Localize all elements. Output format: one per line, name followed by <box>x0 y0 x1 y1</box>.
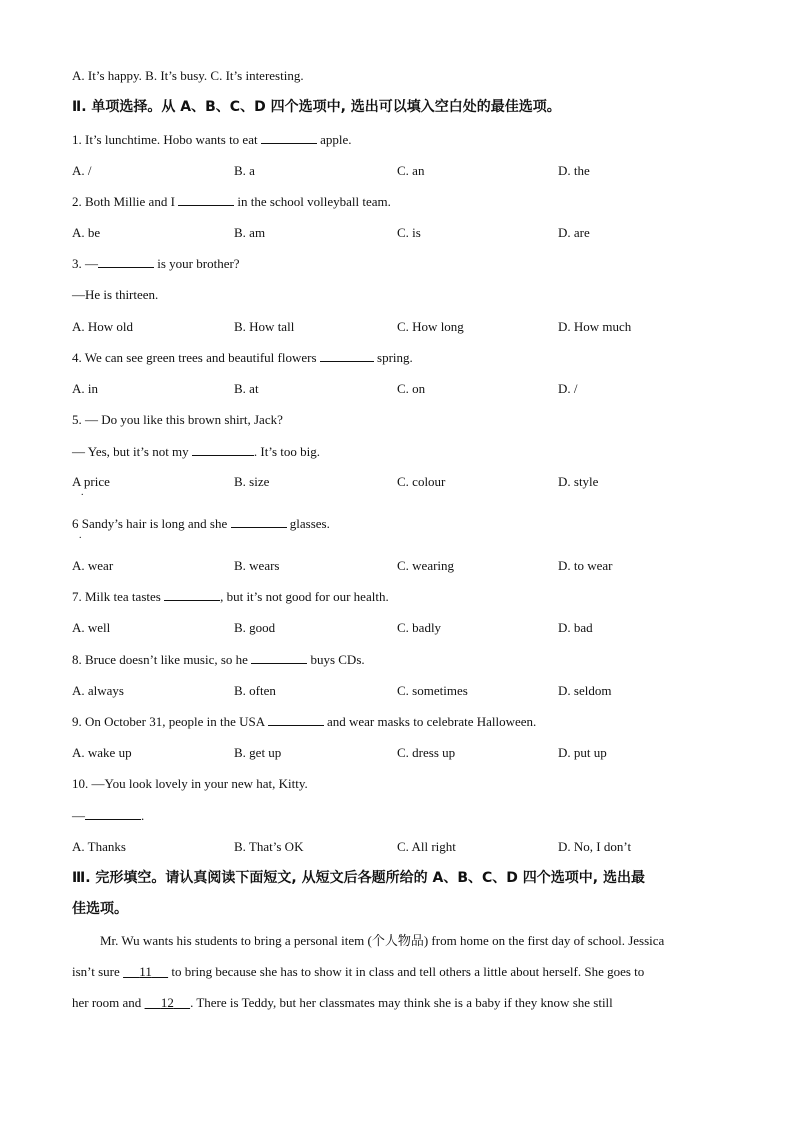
question-5-reply: — Yes, but it’s not my . It’s too big. <box>72 444 321 459</box>
question-2: 2. Both Millie and I in the school volleyball team. <box>72 194 391 209</box>
option-a[interactable]: A. always <box>72 683 124 698</box>
question-3: 3. — is your brother? <box>72 256 240 271</box>
option-a[interactable]: A. How old <box>72 319 134 334</box>
option-c[interactable]: C. sometimes <box>397 683 468 698</box>
previous-question-options: A. It’s happy. B. It’s busy. C. It’s interesting. <box>72 68 304 83</box>
option-d[interactable]: D. put up <box>558 745 607 760</box>
question-8: 8. Bruce doesn’t like music, so he buys CDs. <box>72 652 365 667</box>
option-b[interactable]: B. at <box>234 381 259 396</box>
option-b[interactable]: B. am <box>234 225 266 240</box>
section-2-heading: Ⅱ. 单项选择。从 A、B、C、D 四个选项中, 选出可以填入空白处的最佳选项。 <box>72 99 561 115</box>
option-d[interactable]: D. to wear <box>558 558 613 573</box>
option-c[interactable]: C. colour <box>397 474 446 489</box>
answer-blank[interactable] <box>192 443 254 456</box>
option-c[interactable]: C. badly <box>397 620 442 635</box>
option-a[interactable]: A. / <box>72 163 92 178</box>
option-a[interactable]: A. be <box>72 225 101 240</box>
option-b[interactable]: B. often <box>234 683 276 698</box>
option-a[interactable]: A. wake up <box>72 745 132 760</box>
option-c[interactable]: C. wearing <box>397 558 455 573</box>
option-b[interactable]: B. get up <box>234 745 282 760</box>
passage-line-3: her room and 12 . There is Teddy, but her classmates may think she is a baby if they know she still <box>72 995 613 1010</box>
option-c[interactable]: C. How long <box>397 319 464 334</box>
option-d[interactable]: D. / <box>558 381 578 396</box>
option-b[interactable]: B. wears <box>234 558 280 573</box>
option-a[interactable]: A price <box>72 474 110 489</box>
question-10-reply: — . <box>72 808 145 823</box>
question-10: 10. —You look lovely in your new hat, Kitty. <box>72 776 308 791</box>
option-d[interactable]: D. No, I don’t <box>558 839 632 854</box>
passage-line-2: isn’t sure 11 to bring because she has to show it in class and tell others a little about herself. She goes to <box>72 964 645 979</box>
answer-blank[interactable] <box>268 713 324 726</box>
answer-blank[interactable] <box>231 515 287 528</box>
answer-blank[interactable] <box>261 131 317 144</box>
option-d[interactable]: D. are <box>558 225 590 240</box>
cloze-blank-11[interactable]: 11 <box>139 964 152 979</box>
cloze-blank-12[interactable]: 12 <box>160 995 174 1010</box>
option-c[interactable]: C. is <box>397 225 421 240</box>
option-c[interactable]: C. an <box>397 163 425 178</box>
question-1: 1. It’s lunchtime. Hobo wants to eat apple. <box>72 132 352 147</box>
section-3-heading: Ⅲ. 完形填空。请认真阅读下面短文, 从短文后各题所给的 A、B、C、D 四个选项中, 选出最 <box>72 870 645 886</box>
option-b[interactable]: B. size <box>234 474 270 489</box>
question-9: 9. On October 31, people in the USA and wear masks to celebrate Halloween. <box>72 714 537 729</box>
option-d[interactable]: D. bad <box>558 620 593 635</box>
option-b[interactable]: B. good <box>234 620 276 635</box>
stray-dot: . <box>81 487 84 498</box>
answer-blank[interactable] <box>85 807 141 820</box>
option-b[interactable]: B. a <box>234 163 255 178</box>
option-c[interactable]: C. on <box>397 381 426 396</box>
option-d[interactable]: D. style <box>558 474 599 489</box>
option-a[interactable]: A. wear <box>72 558 114 573</box>
question-6: 6 Sandy’s hair is long and she glasses. <box>72 516 330 531</box>
answer-blank[interactable] <box>164 588 220 601</box>
option-d[interactable]: D. seldom <box>558 683 612 698</box>
option-a[interactable]: A. in <box>72 381 98 396</box>
stray-dot: . <box>79 530 82 541</box>
option-b[interactable]: B. How tall <box>234 319 295 334</box>
answer-blank[interactable] <box>320 349 374 362</box>
section-3-heading-cont: 佳选项。 <box>72 901 128 917</box>
answer-blank[interactable] <box>178 193 234 206</box>
passage-line-1: Mr. Wu wants his students to bring a personal item (个人物品) from home on the first day of school. Jessica <box>100 933 665 948</box>
question-7: 7. Milk tea tastes , but it’s not good for our health. <box>72 589 389 604</box>
option-d[interactable]: D. How much <box>558 319 632 334</box>
option-c[interactable]: C. All right <box>397 839 456 854</box>
option-a[interactable]: A. well <box>72 620 111 635</box>
question-4: 4. We can see green trees and beautiful flowers spring. <box>72 350 413 365</box>
answer-blank[interactable] <box>98 255 154 268</box>
option-b[interactable]: B. That’s OK <box>234 839 304 854</box>
option-a[interactable]: A. Thanks <box>72 839 126 854</box>
option-d[interactable]: D. the <box>558 163 590 178</box>
answer-blank[interactable] <box>251 651 307 664</box>
option-c[interactable]: C. dress up <box>397 745 456 760</box>
question-5: 5. — Do you like this brown shirt, Jack? <box>72 412 283 427</box>
question-3-reply: —He is thirteen. <box>72 287 159 302</box>
